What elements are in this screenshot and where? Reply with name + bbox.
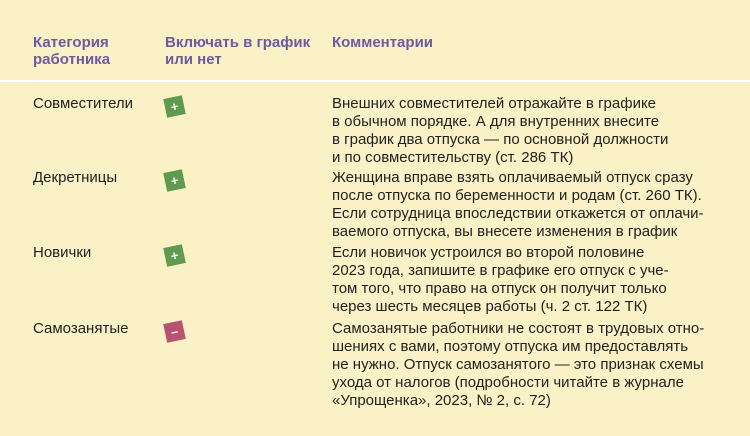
table-header [0,0,750,82]
plus-icon: + [163,244,186,267]
header-include: Включать в график или нет [165,34,311,68]
row-comment: Самозанятые работники не состоят в трудовых отно- шениях с вами, поэтому отпуска им предоставлять не нужно. Отпуск самозанятого — это признак схемы ухода от налогов (подробности читайте в журнале «Упрощенка», 2023, № 2, с. 72) [332,320,705,409]
row-category: Новички [33,244,92,261]
header-category: Категория работника [33,34,111,68]
plus-icon: + [163,169,186,192]
header-comments: Комментарии [332,34,434,51]
row-comment: Если новичок устроился во второй половине 2023 года, запишите в графике его отпуск с уче- том того, что право на отпуск он получит только через шесть месяцев работы (ч. 2 ст. 122 ТК) [332,244,669,315]
row-comment: Внешних совместителей отражайте в графике в обычном порядке. А для внутренних внесите в график два отпуска — по основной должности и по совместительству (ст. 286 ТК) [332,95,669,166]
row-category: Декретницы [33,169,118,186]
plus-icon: + [163,95,186,118]
row-category: Самозанятые [33,320,129,337]
row-category: Совместители [33,95,134,112]
row-comment: Женщина вправе взять оплачиваемый отпуск сразу после отпуска по беременности и родам (ст. 260 ТК). Если сотрудница впоследствии откажется от оплачи- ваемого отпуска, вы внесете изменения в график [332,169,704,240]
minus-icon: – [163,320,186,343]
